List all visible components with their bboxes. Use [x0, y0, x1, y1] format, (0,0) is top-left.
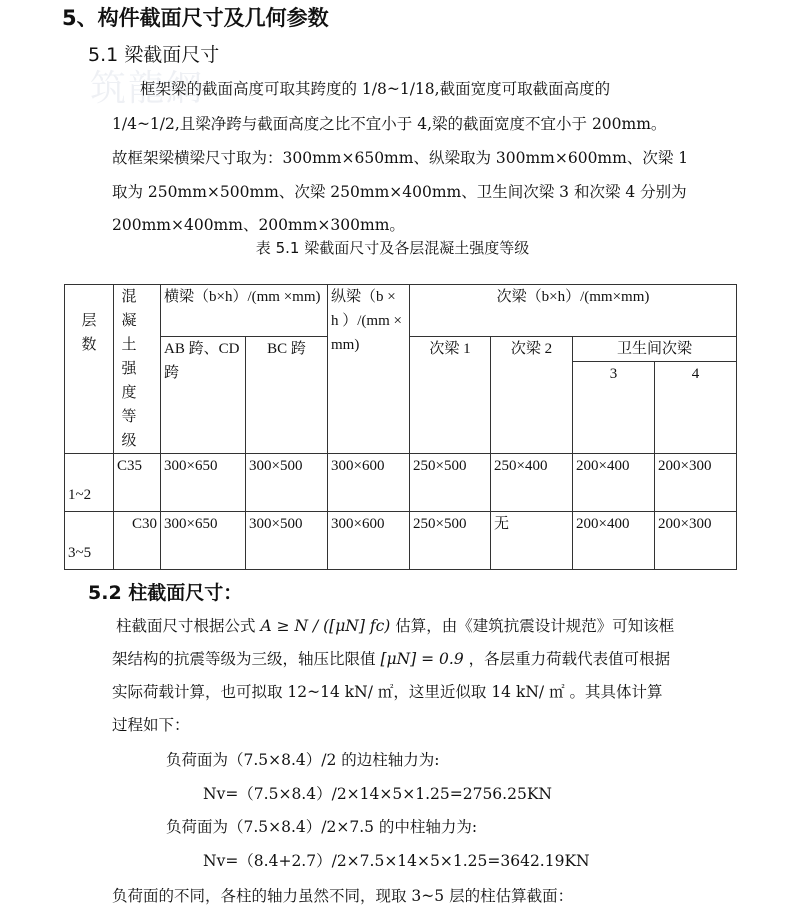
subsection-title-5-1	[88, 40, 219, 67]
cell-concrete: C30	[114, 512, 161, 570]
watermark: 筑龍網	[90, 68, 205, 109]
section-title: 5、构件截面尺寸及几何参数	[62, 6, 329, 30]
para1-line5: 200mm×400mm、200mm×300mm。	[112, 216, 405, 234]
header-secondary-2: 次梁 2	[491, 337, 573, 454]
header-secondary-1: 次梁 1	[410, 337, 491, 454]
formula-axial-ratio: [μN] = 0.9	[380, 650, 464, 668]
cell-toilet-4: 200×300	[655, 512, 737, 570]
header-toilet-secondary: 卫生间次梁	[573, 337, 737, 362]
para1-line2: 1/4~1/2,且梁净跨与截面高度之比不宜小于 4,梁的截面宽度不宜小于 200mm。	[112, 115, 667, 133]
subsection-number: 5.2	[88, 582, 122, 604]
para2-line3: 实际荷载计算，也可拟取 12~14 kN/ ㎡，这里近似取 14 kN/ ㎡ 。其具体计算	[112, 683, 663, 701]
cell-secondary-2: 250×400	[491, 454, 573, 512]
header-bc-span: BC 跨	[246, 337, 328, 454]
subsection-label: 梁截面尺寸	[124, 44, 220, 66]
cell-toilet-4: 200×300	[655, 454, 737, 512]
header-longitudinal-beam: 纵梁（b × h ）/(mm × mm)	[328, 285, 410, 454]
formula-column-area: A ≥ N / ([μN] fc)	[260, 617, 391, 635]
calc-line-1: 负荷面为（7.5×8.4）/2 的边柱轴力为:	[166, 751, 440, 769]
header-floor: 层数	[65, 285, 114, 454]
beam-section-table	[64, 284, 737, 570]
calc-line-3: 负荷面为（7.5×8.4）/2×7.5 的中柱轴力为:	[166, 818, 478, 836]
cell-longitudinal: 300×600	[328, 512, 410, 570]
table-row	[65, 512, 737, 570]
header-concrete: 混凝土强度等级	[114, 285, 161, 454]
para1-line1: 框架梁的截面高度可取其跨度的 1/8~1/18,截面宽度可取截面高度的	[140, 80, 611, 98]
para2-text: 柱截面尺寸根据公式	[116, 617, 256, 635]
cell-floor: 1~2	[65, 454, 114, 512]
subsection-title-5-2	[88, 578, 242, 605]
table-caption: 表 5.1 梁截面尺寸及各层混凝土强度等级	[255, 239, 530, 257]
calc-line-2: Nv=（7.5×8.4）/2×14×5×1.25=2756.25KN	[203, 785, 552, 803]
para2-text: ，各层重力荷载代表值可根据	[468, 650, 671, 668]
cell-secondary-2: 无	[491, 512, 573, 570]
para1-line3: 故框架梁横梁尺寸取为：300mm×650mm、纵梁取为 300mm×600mm、次梁 1	[112, 149, 689, 167]
cell-secondary-1: 250×500	[410, 512, 491, 570]
para1-line4: 取为 250mm×500mm、次梁 250mm×400mm、卫生间次梁 3 和次梁 4 分别为	[112, 183, 687, 201]
cell-floor: 3~5	[65, 512, 114, 570]
subsection-number: 5.1	[88, 44, 119, 66]
cell-ab-cd: 300×650	[161, 512, 246, 570]
para2-line1	[116, 610, 674, 642]
para2-text: 估算，由《建筑抗震设计规范》可知该框	[395, 617, 675, 635]
para2-text: 架结构的抗震等级为三级，轴压比限值	[112, 650, 376, 668]
cell-toilet-3: 200×400	[573, 512, 655, 570]
cell-secondary-1: 250×500	[410, 454, 491, 512]
header-ab-cd-span: AB 跨、CD 跨	[161, 337, 246, 454]
cell-concrete: C35	[114, 454, 161, 512]
calc-line-4: Nv=（8.4+2.7）/2×7.5×14×5×1.25=3642.19KN	[203, 852, 590, 870]
para2-line2	[112, 643, 670, 675]
header-secondary-beam: 次梁（b×h）/(mm×mm)	[410, 285, 737, 337]
header-toilet-3: 3	[573, 362, 655, 454]
header-toilet-4: 4	[655, 362, 737, 454]
cell-toilet-3: 200×400	[573, 454, 655, 512]
para2-line4: 过程如下：	[112, 716, 190, 734]
cell-bc: 300×500	[246, 512, 328, 570]
cell-longitudinal: 300×600	[328, 454, 410, 512]
header-transverse-beam: 横梁（b×h）/(mm ×mm)	[161, 285, 328, 337]
subsection-label: 柱截面尺寸：	[128, 582, 243, 604]
para2-last-line: 负荷面的不同，各柱的轴力虽然不同，现取 3~5 层的柱估算截面：	[112, 887, 574, 905]
cell-ab-cd: 300×650	[161, 454, 246, 512]
table-row	[65, 454, 737, 512]
cell-bc: 300×500	[246, 454, 328, 512]
